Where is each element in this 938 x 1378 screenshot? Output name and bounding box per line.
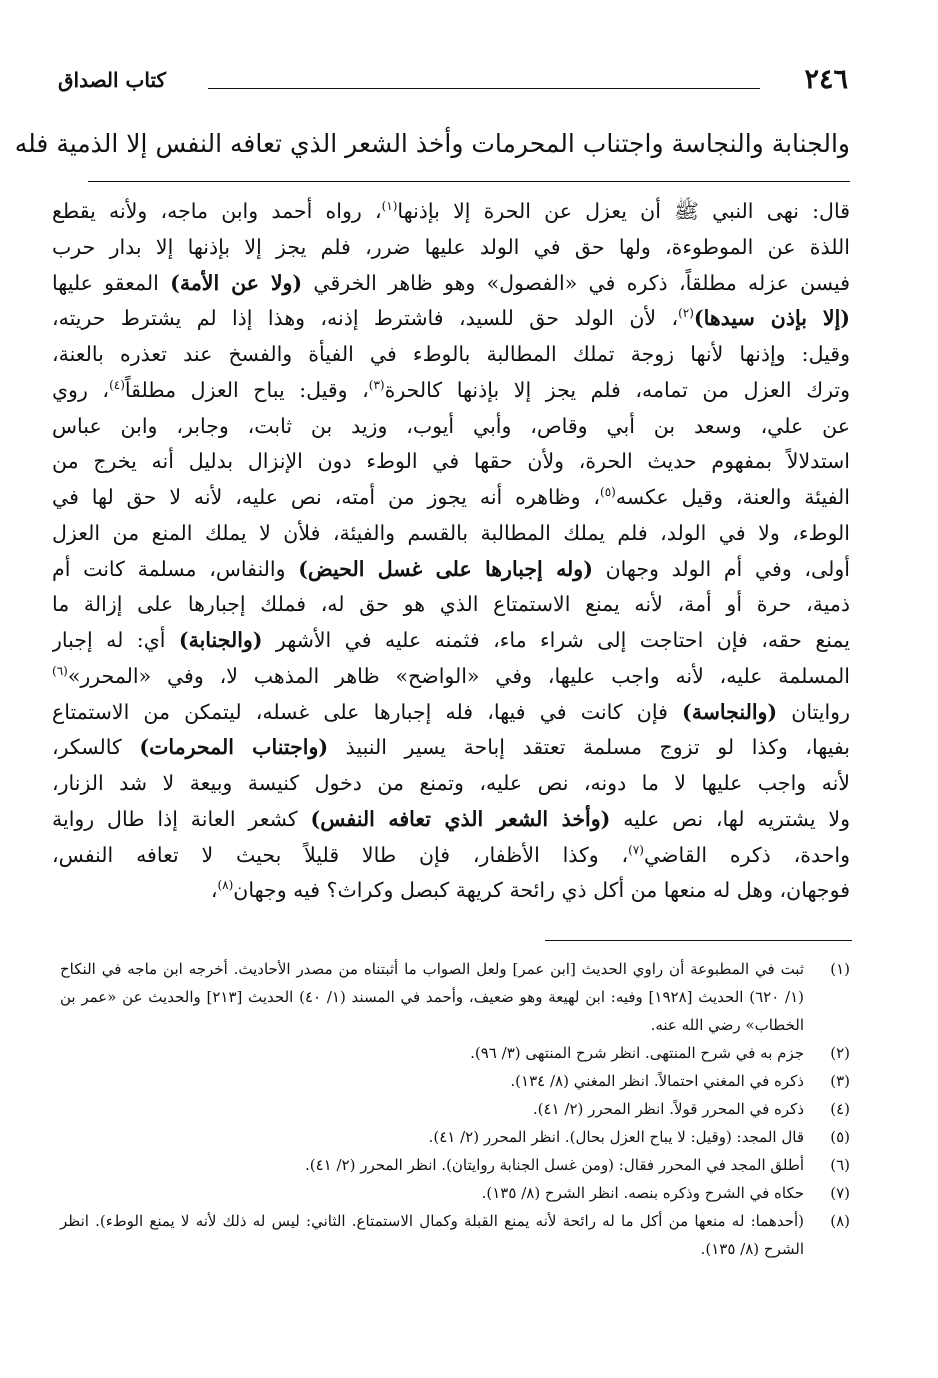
text-line <box>52 695 850 731</box>
footnote-number: (٨) <box>830 1212 850 1230</box>
matn-separator <box>88 181 850 182</box>
text-line <box>52 373 850 409</box>
footnote <box>60 1039 850 1067</box>
text-segment: وترك العزل من تمامه، فلم يجز إلا بإذنها كالحرة <box>384 377 850 402</box>
text-segment: المسلمة عليه، لأنه واجب عليها، وفي «الواضح» ظاهر المذهب لا، وفي «المحرر» <box>67 663 850 688</box>
text-line <box>52 766 850 802</box>
footnotes <box>60 955 850 1263</box>
text-line <box>52 873 850 909</box>
text-segment: روايتان <box>777 699 850 724</box>
text-line <box>52 337 850 373</box>
text-segment: قال: نهى النبي ﷺ أن يعزل عن الحرة إلا بإذنها <box>397 199 850 223</box>
matn-quote: (وله إجبارها على غسل الحيض) <box>298 556 593 581</box>
text-line <box>52 301 850 337</box>
footnote <box>60 955 850 1039</box>
text-line <box>52 802 850 838</box>
matn-text: والجنابة والنجاسة واجتناب المحرمات وأخذ الشعر الذي تعافه النفس إلا الذمية فله <box>14 129 850 158</box>
footnote-text: حكاه في الشرح وذكره بنصه. انظر الشرح (٨/ ١٣٥). <box>481 1184 804 1202</box>
text-segment: ذمية، حرة أو أمة، لأنه يمنع الاستمتاع الذي هو حق له، فملك إجبارها على إزالة ما <box>52 592 850 617</box>
text-line <box>52 587 850 623</box>
page-number: ٢٤٦ <box>804 64 848 95</box>
text-segment: ، <box>210 878 218 903</box>
matn-quote: (وأخذ الشعر الذي تعافه النفس) <box>310 806 611 831</box>
footnote <box>60 1179 850 1207</box>
footnote-number: (٦) <box>830 1156 850 1174</box>
text-segment: فيسن عزله مطلقاً، ذكره في «الفصول» وهو ظاهر الخرقي <box>302 270 850 295</box>
footnote-ref: (٥) <box>600 485 616 500</box>
text-line <box>52 623 850 659</box>
footnote-ref: (٨) <box>217 878 234 893</box>
text-segment: عن علي، وسعد بن أبي وقاص، وأبي أيوب، وزيد بن ثابت، وجابر، وابن عباس <box>52 413 850 438</box>
text-line <box>52 194 850 230</box>
footnote-text: ذكره في المحرر قولاً. انظر المحرر (٢/ ٤١). <box>532 1100 804 1118</box>
text-segment: فوجهان، وهل له منعها من أكل ذي رائحة كريهة كبصل وكراث؟ فيه وجهان <box>233 878 850 903</box>
text-segment: وقيل: وإذنها لأنها زوجة تملك المطالبة بالوطء في الفيأة والفسخ عند تعذره بالعنة، <box>52 342 850 366</box>
footnote <box>60 1207 850 1263</box>
running-title: كتاب الصداق <box>58 68 167 92</box>
text-line <box>52 444 850 480</box>
footnote-number: (١) <box>830 960 850 978</box>
page-header <box>58 62 848 98</box>
footnote <box>60 1095 850 1123</box>
text-segment: ، لأن الولد حق للسيد، فاشترط إذنه، وهذا إذا لم يشترط حريته، <box>52 306 679 331</box>
footnote <box>60 1123 850 1151</box>
text-segment: ، رواه أحمد وابن ماجه، ولأنه يقطع <box>52 199 382 223</box>
footnote-number: (٢) <box>830 1044 850 1062</box>
footnote-text: ذكره في المغني احتمالاً. انظر المغني (٨/ ١٣٤). <box>510 1072 804 1090</box>
text-segment: الفيئة والعنة، وقيل عكسه <box>615 485 850 509</box>
text-segment: المعقو عليها <box>52 270 171 295</box>
matn-quote: (والجنابة) <box>178 628 263 652</box>
text-line <box>52 659 850 695</box>
matn-quote: (والنجاسة) <box>682 699 778 724</box>
text-segment: كشعر العانة إذا طال رواية <box>52 806 311 831</box>
text-line <box>52 730 850 766</box>
text-segment: استدلالاً بمفهوم حديث الحرة، ولأن حقها في الوطء دون الإنزال بدليل أنه يخرج من <box>52 449 850 474</box>
footnote <box>60 1151 850 1179</box>
text-segment: أي: له إجبار <box>52 628 179 652</box>
footnote-separator <box>545 940 852 941</box>
footnote-ref: (٤) <box>109 377 125 392</box>
text-line <box>52 480 850 516</box>
footnote-text: (أحدهما: له منعها من أكل ما له رائحة لأنه يمنع القبلة وكمال الاستمتاع. الثاني: ليس له ذلك لأنه لا يمنع الوطء). انظر الشرح (٨/ ١٣٥). <box>60 1212 804 1258</box>
footnote-ref: (٢) <box>678 306 694 321</box>
text-segment: كالسكر، <box>52 735 140 760</box>
footnote-ref: (٦) <box>52 663 68 678</box>
text-segment: الوطء، ولا في الولد، فلم يملك المطالبة بالقسم والفيئة، فلأن لا يملك المنع من العزل <box>52 520 850 545</box>
footnote-number: (٣) <box>830 1072 850 1090</box>
text-line <box>52 266 850 302</box>
text-line <box>52 552 850 588</box>
text-segment: ، وقيل: يباح العزل مطلقاً <box>124 377 369 402</box>
matn-quote: (إلا بإذن سيدها) <box>693 306 850 331</box>
footnote-text: قال المجد: (وقيل: لا يباح العزل بحال). انظر المحرر (٢/ ٤١). <box>428 1128 804 1146</box>
text-segment: بفيها، وكذا لو تزوج مسلمة تعتقد إباحة يسير النبيذ <box>328 735 850 760</box>
footnote-ref: (١) <box>381 199 398 214</box>
text-segment: فإن كانت في فيها، فله إجبارها على غسله، ليتمكن من الاستمتاع <box>52 699 683 724</box>
text-segment: واحدة، ذكره القاضي <box>643 842 850 867</box>
matn-quote: (واجتناب المحرمات) <box>139 735 329 760</box>
text-segment: لأنه واجب عليها لا ما دونه، نص عليه، وتمنع من دخول كنيسة وبيعة لا شد الزنار، <box>52 771 850 795</box>
footnote-number: (٥) <box>830 1128 850 1146</box>
footnote-number: (٤) <box>830 1100 850 1118</box>
text-segment: ، روي <box>52 377 110 402</box>
text-segment: يمنع حقه، فإن احتاجت إلى شراء ماء، فثمنه عليه في الأشهر <box>262 628 850 652</box>
text-line <box>52 409 850 445</box>
text-line <box>52 838 850 874</box>
matn-quote: (ولا عن الأمة) <box>170 270 303 295</box>
header-rule <box>208 88 760 89</box>
commentary-text <box>52 194 850 909</box>
footnote-text: ثبت في المطبوعة أن راوي الحديث [ابن عمر] ولعل الصواب ما أثبتناه من مصدر الأحاديث. أخرجه ابن ماجه في النكاح (١/ ٦٢٠) الحديث [١٩٢٨] وفيه: ابن لهيعة وهو ضعيف، وأحمد في المسند (١/ ٤٠) الحديث [٢١٣] والحديث عن «عمر بن الخطاب» رضي الله عنه. <box>60 960 804 1034</box>
footnote-ref: (٣) <box>368 377 385 392</box>
text-segment: ، وكذا الأظفار، فإن طالا قليلاً بحيث لا تعافه النفس، <box>52 842 629 867</box>
text-segment: أولى، وفي أم الولد وجهان <box>592 556 850 581</box>
footnote-number: (٧) <box>830 1184 850 1202</box>
text-line <box>52 516 850 552</box>
footnote-ref: (٧) <box>628 842 644 857</box>
text-segment: والنفاس، مسلمة كانت أم <box>52 556 299 581</box>
text-segment: ولا يشتريه لها، نص عليه <box>610 806 850 831</box>
footnote-text: أطلق المجد في المحرر فقال: (ومن غسل الجنابة روايتان). انظر المحرر (٢/ ٤١). <box>304 1156 804 1174</box>
text-segment: اللذة عن الموطوءة، ولها حق في الولد عليها ضرر، فلم يجز إلا بإذنها إلا بدار حرب <box>52 234 850 259</box>
footnote <box>60 1067 850 1095</box>
text-line <box>52 230 850 266</box>
footnote-text: جزم به في شرح المنتهى. انظر شرح المنتهى (٣/ ٩٦). <box>470 1044 804 1062</box>
text-segment: ، وظاهره أنه يجوز من أمته، نص عليه، لأنه لا حق لها في <box>52 485 600 509</box>
